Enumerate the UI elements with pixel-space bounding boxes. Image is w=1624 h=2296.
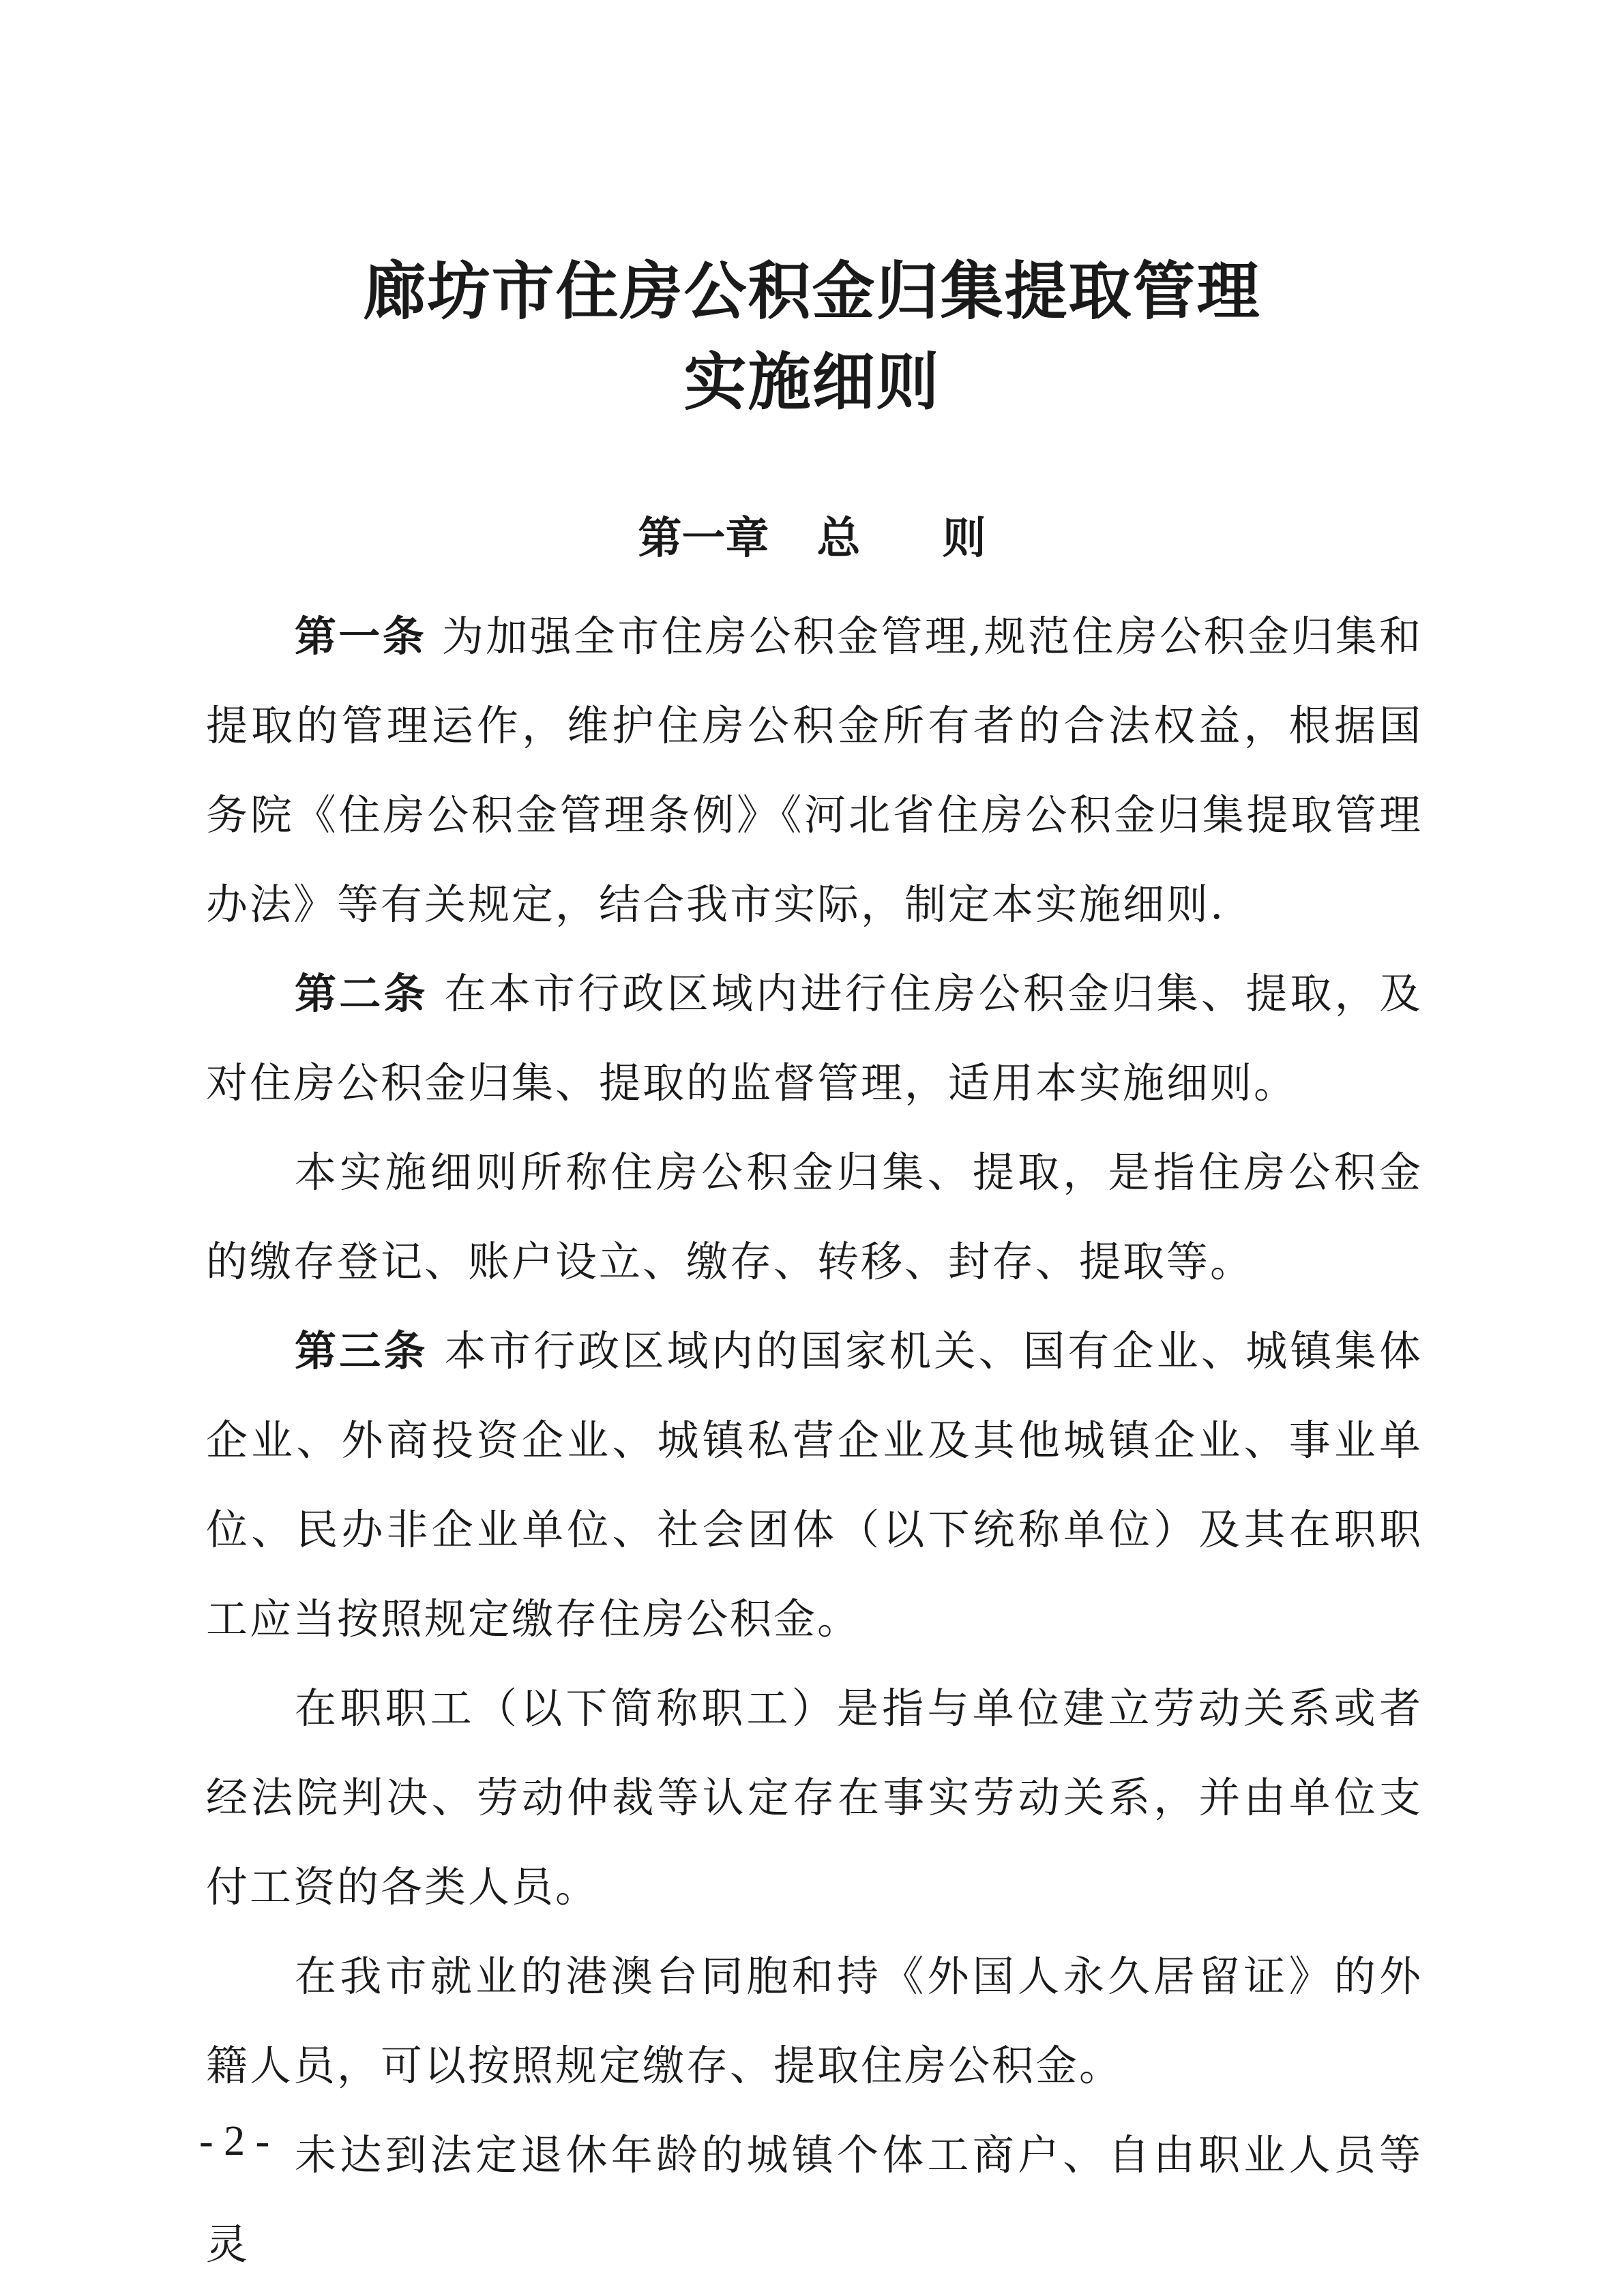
chapter-number: 第一章 (638, 513, 769, 564)
paragraph-text: 在我市就业的港澳台同胞和持《外国人永久居留证》的外籍人员，可以按照规定缴存、提取住房公积金。 (206, 1952, 1423, 2090)
paragraph (206, 1128, 1423, 1307)
chapter-heading (0, 511, 1624, 566)
paragraph-text: 本实施细则所称住房公积金归集、提取，是指住房公积金的缴存登记、账户设立、缴存、转移、封存、提取等。 (206, 1148, 1423, 1286)
paragraph-article-2 (206, 949, 1423, 1128)
document-title-line-2: 实施细则 (683, 345, 941, 419)
paragraph-text: 在本市行政区域内进行住房公积金归集、提取，及对住房公积金归集、提取的监督管理，适用本实施细则。 (206, 970, 1423, 1107)
paragraph (206, 1932, 1423, 2111)
paragraph-article-1 (206, 592, 1423, 949)
article-label: 第二条 (295, 970, 428, 1018)
document-title-line-1: 廊坊市住房公积金归集提取管理 (363, 254, 1261, 328)
paragraph-text: 为加强全市住房公积金管理,规范住房公积金归集和提取的管理运作，维护住房公积金所有者的合法权益，根据国务院《住房公积金管理条例》《河北省住房公积金归集提取管理办法》等有关规定，结合我市实际，制定本实施细则. (206, 612, 1423, 929)
page-number: - 2 - (199, 2118, 270, 2164)
paragraph-text: 本市行政区域内的国家机关、国有企业、城镇集体企业、外商投资企业、城镇私营企业及其他城镇企业、事业单位、民办非企业单位、社会团体（以下统称单位）及其在职职工应当按照规定缴存住房公积金。 (206, 1327, 1423, 1643)
paragraph (206, 2111, 1423, 2289)
paragraph-text: 未达到法定退休年龄的城镇个体工商户、自由职业人员等灵 (206, 2131, 1423, 2269)
chapter-title-char-2: 则 (942, 513, 986, 564)
article-label: 第一条 (295, 612, 427, 661)
paragraph-article-3 (206, 1307, 1423, 1664)
paragraph (206, 1664, 1423, 1932)
document-body (206, 592, 1423, 2289)
paragraph-text: 在职职工（以下简称职工）是指与单位建立劳动关系或者经法院判决、劳动仲裁等认定存在事实劳动关系，并由单位支付工资的各类人员。 (206, 1684, 1423, 1911)
article-label: 第三条 (295, 1327, 428, 1375)
chapter-title-char-1: 总 (816, 513, 861, 564)
